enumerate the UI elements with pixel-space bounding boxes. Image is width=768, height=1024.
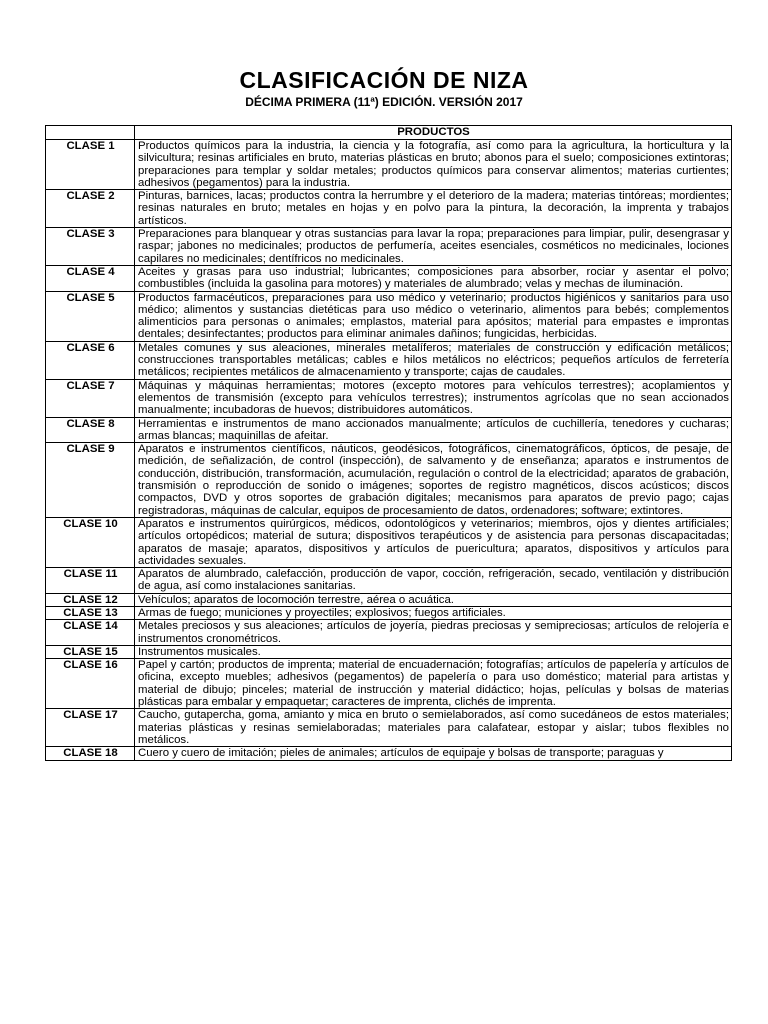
class-description: Productos farmacéuticos, preparaciones para uso médico y veterinario; productos higiénicos y sanitarios para uso médico; alimentos y sustancias dietéticas para uso médico o veterinario, alimentos para bebés; complementos alimenticios para personas o animales; emplastos, material para apósitos; material para empastes e improntas dentales; desinfectantes; productos para eliminar animales dañinos; fungicidas, herbicidas. xyxy=(135,291,732,341)
class-label: CLASE 8 xyxy=(46,417,135,443)
products-header: PRODUCTOS xyxy=(135,126,732,140)
class-label: CLASE 6 xyxy=(46,341,135,379)
class-description: Aceites y grasas para uso industrial; lubricantes; composiciones para absorber, rociar y asentar el polvo; combustibles (incluida la gasolina para motores) y materiales de alumbrado; velas y mechas de iluminación. xyxy=(135,265,732,291)
class-description: Productos químicos para la industria, la ciencia y la fotografía, así como para la agricultura, la horticultura y la silvicultura; resinas artificiales en bruto, materias plásticas en bruto; abonos para el suelo; composiciones extintoras; preparaciones para templar y soldar metales; productos químicos para conservar alimentos; materias curtientes; adhesivos (pegamentos) para la industria. xyxy=(135,140,732,190)
class-label: CLASE 11 xyxy=(46,568,135,594)
table-row xyxy=(46,645,732,658)
class-label: CLASE 16 xyxy=(46,659,135,709)
class-label: CLASE 17 xyxy=(46,709,135,747)
class-description: Instrumentos musicales. xyxy=(135,645,732,658)
class-description: Preparaciones para blanquear y otras sustancias para lavar la ropa; preparaciones para limpiar, pulir, desengrasar y raspar; jabones no medicinales; productos de perfumería, aceites esenciales, cosméticos no medicinales, lociones capilares no medicinales; dentífricos no medicinales. xyxy=(135,228,732,266)
table-row xyxy=(46,620,732,646)
table-row xyxy=(46,659,732,709)
class-description: Aparatos e instrumentos quirúrgicos, médicos, odontológicos y veterinarios; miembros, ojos y dientes artificiales; artículos ortopédicos; material de sutura; dispositivos terapéuticos y de asistencia para personas discapacitadas; aparatos de masaje; aparatos, dispositivos y artículos de puericultura; aparatos, dispositivos y artículos para actividades sexuales. xyxy=(135,517,732,567)
class-description: Vehículos; aparatos de locomoción terrestre, aérea o acuática. xyxy=(135,593,732,606)
table-row xyxy=(46,291,732,341)
class-description: Máquinas y máquinas herramientas; motores (excepto motores para vehículos terrestres); acoplamientos y elementos de transmisión (excepto para vehículos terrestres); instrumentos agrícolas que no sean accionados manualmente; incubadoras de huevos; distribuidores automáticos. xyxy=(135,379,732,417)
class-description: Cuero y cuero de imitación; pieles de animales; artículos de equipaje y bolsas de transporte; paraguas y xyxy=(135,747,732,760)
class-description: Pinturas, barnices, lacas; productos contra la herrumbre y el deterioro de la madera; materias tintóreas; mordientes; resinas naturales en bruto; metales en hojas y en polvo para la pintura, la decoración, la imprenta y trabajos artísticos. xyxy=(135,190,732,228)
empty-header-cell xyxy=(46,126,135,140)
table-row xyxy=(46,443,732,518)
table-row xyxy=(46,747,732,760)
class-description: Aparatos de alumbrado, calefacción, producción de vapor, cocción, refrigeración, secado, ventilación y distribución de agua, así como instalaciones sanitarias. xyxy=(135,568,732,594)
class-description: Herramientas e instrumentos de mano accionados manualmente; artículos de cuchillería, tenedores y cucharas; armas blancas; maquinillas de afeitar. xyxy=(135,417,732,443)
table-body xyxy=(46,140,732,761)
table-row xyxy=(46,190,732,228)
class-label: CLASE 5 xyxy=(46,291,135,341)
table-header-row xyxy=(46,126,732,140)
table-row xyxy=(46,379,732,417)
table-row xyxy=(46,228,732,266)
table-row xyxy=(46,140,732,190)
table-row xyxy=(46,517,732,567)
table-row xyxy=(46,341,732,379)
class-description: Armas de fuego; municiones y proyectiles; explosivos; fuegos artificiales. xyxy=(135,606,732,619)
class-label: CLASE 7 xyxy=(46,379,135,417)
class-label: CLASE 9 xyxy=(46,443,135,518)
table-row xyxy=(46,709,732,747)
table-row xyxy=(46,568,732,594)
class-description: Metales comunes y sus aleaciones, minerales metalíferos; materiales de construcción y edificación metálicos; construcciones transportables metálicas; cables e hilos metálicos no eléctricos; pequeños artículos de ferretería metálicos; recipientes metálicos de almacenamiento y transporte; cajas de caudales. xyxy=(135,341,732,379)
class-label: CLASE 13 xyxy=(46,606,135,619)
page-subtitle: DÉCIMA PRIMERA (11ª) EDICIÓN. VERSIÓN 2017 xyxy=(245,95,523,109)
class-label: CLASE 4 xyxy=(46,265,135,291)
class-label: CLASE 14 xyxy=(46,620,135,646)
page-title: CLASIFICACIÓN DE NIZA xyxy=(239,67,529,93)
class-label: CLASE 10 xyxy=(46,517,135,567)
table-row xyxy=(46,593,732,606)
class-label: CLASE 12 xyxy=(46,593,135,606)
class-description: Papel y cartón; productos de imprenta; material de encuadernación; fotografías; artículos de papelería y artículos de oficina, excepto muebles; adhesivos (pegamentos) de papelería o para uso doméstico; material para artistas y material de dibujo; pinceles; material de instrucción y material didáctico; hojas, películas y bolsas de materias plásticas para embalar y empaquetar; caracteres de imprenta, clichés de imprenta. xyxy=(135,659,732,709)
table-row xyxy=(46,606,732,619)
class-label: CLASE 15 xyxy=(46,645,135,658)
table-row xyxy=(46,417,732,443)
class-label: CLASE 1 xyxy=(46,140,135,190)
class-label: CLASE 18 xyxy=(46,747,135,760)
classification-table xyxy=(45,125,732,761)
table-row xyxy=(46,265,732,291)
class-description: Metales preciosos y sus aleaciones; artículos de joyería, piedras preciosas y semipreciosas; artículos de relojería e instrumentos cronométricos. xyxy=(135,620,732,646)
class-label: CLASE 2 xyxy=(46,190,135,228)
class-label: CLASE 3 xyxy=(46,228,135,266)
class-description: Caucho, gutapercha, goma, amianto y mica en bruto o semielaborados, así como sucedáneos de estos materiales; materias plásticas y resinas semielaboradas; materiales para calafatear, estopar y aislar; tubos flexibles no metálicos. xyxy=(135,709,732,747)
class-description: Aparatos e instrumentos científicos, náuticos, geodésicos, fotográficos, cinematográficos, ópticos, de pesaje, de medición, de señalización, de control (inspección), de salvamento y de enseñanza; aparatos e instrumentos de conducción, distribución, transformación, acumulación, regulación o control de la electricidad; aparatos de grabación, transmisión o reproducción de sonido o imágenes; soportes de registro magnéticos, discos acústicos; discos compactos, DVD y otros soportes de grabación digitales; mecanismos para aparatos de previo pago; cajas registradoras, máquinas de calcular, equipos de procesamiento de datos, ordenadores; software; extintores. xyxy=(135,443,732,518)
